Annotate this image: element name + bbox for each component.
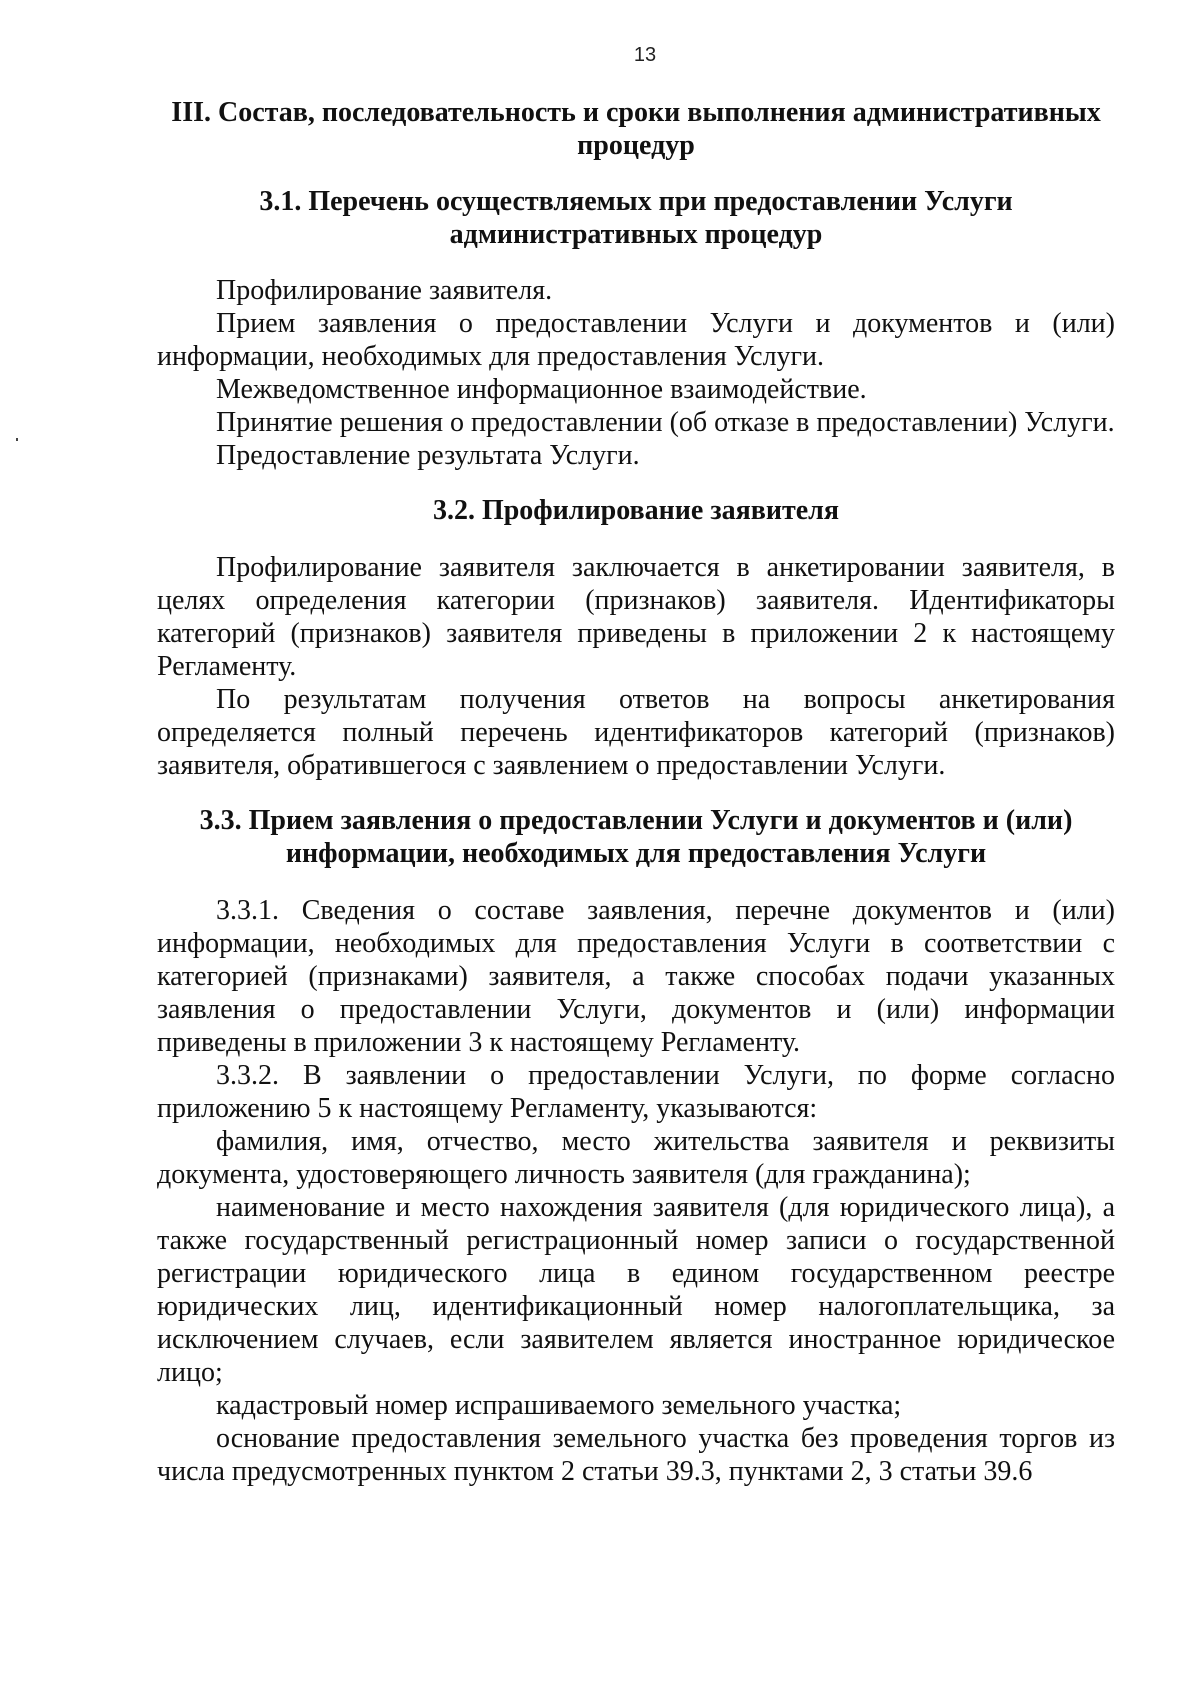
paragraph: Межведомственное информационное взаимодействие. bbox=[216, 374, 867, 405]
paragraph: фамилия, имя, отчество, место жительства заявителя и реквизиты документа, удостоверяющего личность заявителя (для гражданина); bbox=[157, 1126, 1115, 1190]
section-title: III. Состав, последовательность и сроки выполнения административных процедур bbox=[171, 97, 1101, 161]
subsection-title-3-1: 3.1. Перечень осуществляемых при предоставлении Услуги административных процедур bbox=[259, 186, 1013, 250]
subsection-title-3-3: 3.3. Прием заявления о предоставлении Услуги и документов и (или) информации, необходимых для предоставления Услуги bbox=[199, 805, 1073, 869]
paragraph: 3.3.2. В заявлении о предоставлении Услуги, по форме согласно приложению 5 к настоящему Регламенту, указываются: bbox=[157, 1060, 1115, 1124]
paragraph: кадастровый номер испрашиваемого земельного участка; bbox=[216, 1390, 902, 1421]
paragraph: 3.3.1. Сведения о составе заявления, перечне документов и (или) информации, необходимых для предоставления Услуги в соответствии с категорией (признаками) заявителя, а также способах подачи указанных заявления о предоставлении Услуги, документов и (или) информации приведены в приложении 3 к настоящему Регламенту. bbox=[157, 895, 1115, 1058]
scan-mark bbox=[16, 438, 18, 441]
page-number: 13 bbox=[633, 44, 657, 66]
paragraph: Профилирование заявителя. bbox=[216, 275, 553, 306]
paragraph: Профилирование заявителя заключается в анкетировании заявителя, в целях определения категории (признаков) заявителя. Идентификаторы категорий (признаков) заявителя приведены в приложении 2 к настоящему Регламенту. bbox=[157, 552, 1115, 682]
paragraph: По результатам получения ответов на вопросы анкетирования определяется полный перечень идентификаторов категорий (признаков) заявителя, обратившегося с заявлением о предоставлении Услуги. bbox=[157, 684, 1115, 781]
paragraph: Прием заявления о предоставлении Услуги и документов и (или) информации, необходимых для предоставления Услуги. bbox=[157, 308, 1115, 372]
document-body bbox=[157, 96, 1115, 1488]
paragraph: наименование и место нахождения заявителя (для юридического лица), а также государственный регистрационный номер записи о государственной регистрации юридического лица в едином государственном реестре юридических лиц, идентификационный номер налогоплательщика, за исключением случаев, если заявителем является иностранное юридическое лицо; bbox=[157, 1192, 1115, 1388]
subsection-title-3-2: 3.2. Профилирование заявителя bbox=[432, 495, 840, 526]
paragraph: основание предоставления земельного участка без проведения торгов из числа предусмотренных пунктом 2 статьи 39.3, пунктами 2, 3 статьи 39.6 bbox=[157, 1423, 1115, 1487]
paragraph: Принятие решения о предоставлении (об отказе в предоставлении) Услуги. bbox=[216, 407, 1115, 438]
paragraph: Предоставление результата Услуги. bbox=[216, 440, 640, 471]
